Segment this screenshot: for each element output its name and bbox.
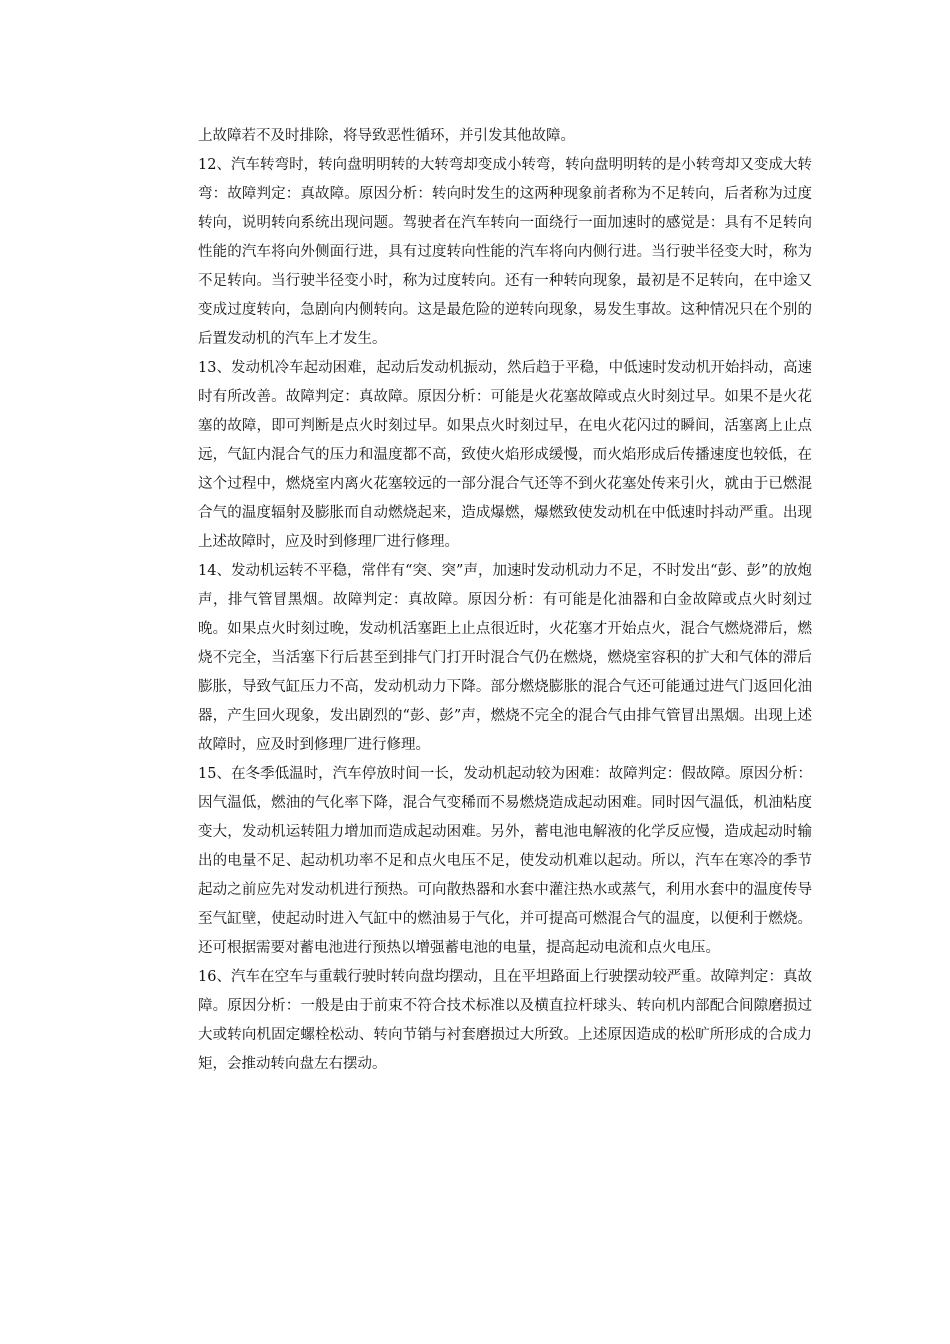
paragraph-item-14: 14、发动机运转不平稳，常伴有“突、突”声，加速时发动机动力不足，不时发出“彭、彭”的放炮声，排气管冒黑烟。故障判定：真故障。原因分析：有可能是化油器和白金故障或点火时刻过晚。如果点火时刻过晚，发动机活塞距上止点很近时，火花塞才开始点火，混合气燃烧滞后，燃烧不完全，当活塞下行后甚至到排气门打开时混合气仍在燃烧，燃烧室容积的扩大和气体的滞后膨胀，导致气缸压力不高，发动机动力下降。部分燃烧膨胀的混合气还可能通过进气门返回化油器，产生回火现象，发出剧烈的“彭、彭”声，燃烧不完全的混合气由排气管冒出黑烟。出现上述故障时，应及时到修理厂进行修理。 [198, 563, 812, 753]
paragraph-item-13: 13、发动机冷车起动困难，起动后发动机振动，然后趋于平稳，中低速时发动机开始抖动，高速时有所改善。故障判定：真故障。原因分析：可能是火花塞故障或点火时刻过早。如果不是火花塞的故障，即可判断是点火时刻过早。如果点火时刻过早，在电火花闪过的瞬间，活塞离上止点远，气缸内混合气的压力和温度都不高，致使火焰形成缓慢，而火焰形成后传播速度也较低，在这个过程中，燃烧室内离火花塞较远的一部分混合气还等不到火花塞处传来引火，就由于已燃混合气的温度辐射及膨胀而自动燃烧起来，造成爆燃，爆燃致使发动机在中低速时抖动严重。出现上述故障时，应及时到修理厂进行修理。 [198, 360, 812, 550]
paragraph-item-12: 12、汽车转弯时，转向盘明明转的大转弯却变成小转弯，转向盘明明转的是小转弯却又变成大转弯：故障判定：真故障。原因分析：转向时发生的这两种现象前者称为不足转向，后者称为过度转向，说明转向系统出现问题。驾驶者在汽车转向一面绕行一面加速时的感觉是：具有不足转向性能的汽车将向外侧面行进，具有过度转向性能的汽车将向内侧行进。当行驶半径变大时，称为不足转向。当行驶半径变小时，称为过度转向。还有一种转向现象，最初是不足转向，在中途又变成过度转向，急剧向内侧转向。这是最危险的逆转向现象，易发生事故。这种情况只在个别的后置发动机的汽车上才发生。 [198, 157, 812, 347]
paragraph-continuation: 上故障若不及时排除，将导致恶性循环，并引发其他故障。 [198, 128, 575, 144]
document-body [198, 122, 812, 1079]
paragraph-item-15: 15、在冬季低温时，汽车停放时间一长，发动机起动较为困难：故障判定：假故障。原因分析：因气温低，燃油的气化率下降，混合气变稀而不易燃烧造成起动困难。同时因气温低，机油粘度变大，发动机运转阻力增加而造成起动困难。另外，蓄电池电解液的化学反应慢，造成起动时输出的电量不足、起动机功率不足和点火电压不足，使发动机难以起动。所以，汽车在寒冷的季节起动之前应先对发动机进行预热。可向散热器和水套中灌注热水或蒸气，利用水套中的温度传导至气缸壁，使起动时进入气缸中的燃油易于气化，并可提高可燃混合气的温度，以便利于燃烧。还可根据需要对蓄电池进行预热以增强蓄电池的电量，提高起动电流和点火电压。 [198, 766, 812, 956]
paragraph-item-16: 16、汽车在空车与重载行驶时转向盘均摆动，且在平坦路面上行驶摆动较严重。故障判定：真故障。原因分析：一般是由于前束不符合技术标准以及横直拉杆球头、转向机内部配合间隙磨损过大或转向机固定螺栓松动、转向节销与衬套磨损过大所致。上述原因造成的松旷所形成的合成力矩，会推动转向盘左右摆动。 [198, 969, 812, 1072]
